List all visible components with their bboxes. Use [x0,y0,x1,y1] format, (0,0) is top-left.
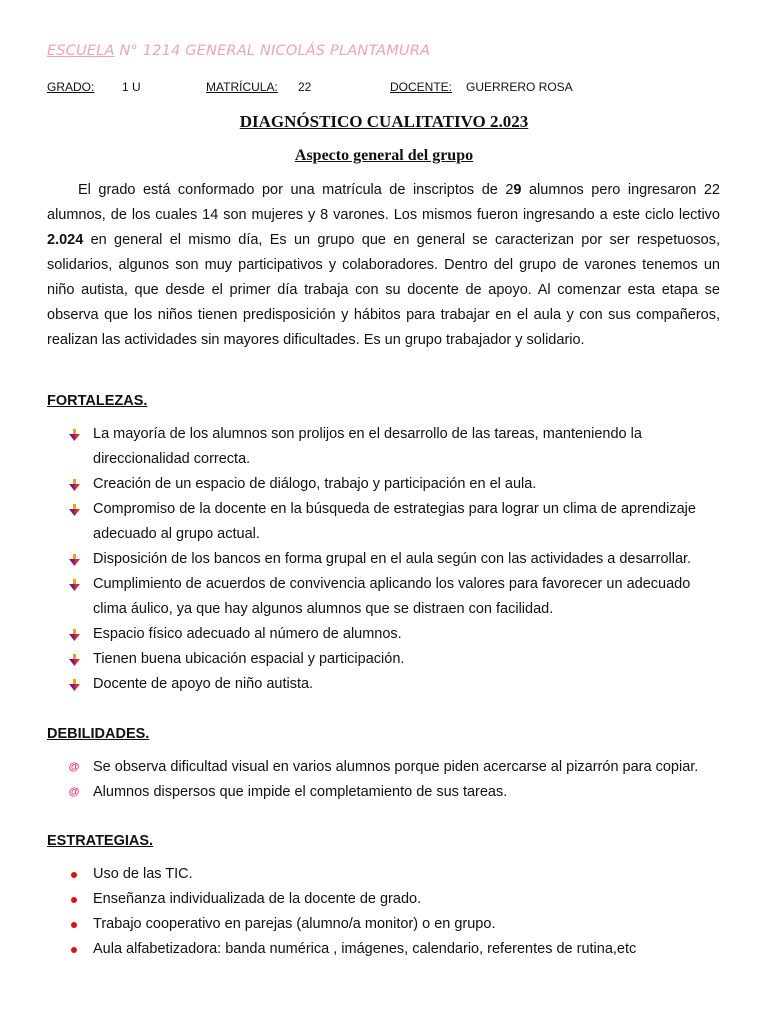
strategies-heading: ESTRATEGIAS. [47,833,154,849]
list-item [0,497,768,547]
at-sign-icon: @ [68,761,80,773]
arrow-down-icon [67,497,81,522]
list-item [0,647,768,672]
list-item [0,672,768,697]
school-prefix: ESCUELA [47,43,115,59]
list-item [0,912,768,937]
arrow-down-icon [67,422,81,447]
red-dot-icon [67,862,81,887]
document-title: DIAGNÓSTICO CUALITATIVO 2.023 [239,112,529,131]
grade-label: GRADO: [47,80,95,94]
arrow-down-icon [67,622,81,647]
arrow-down-icon [67,472,81,497]
list-item-text: Enseñanza individualizada de la docente de grado. [93,891,422,907]
weaknesses-heading: DEBILIDADES. [47,726,150,742]
list-item-text: Alumnos dispersos que impide el completamiento de sus tareas. [93,784,508,800]
list-item [0,755,768,780]
strengths-heading: FORTALEZAS. [47,393,148,409]
arrow-down-icon [67,572,81,597]
list-item-text: Se observa dificultad visual en varios alumnos porque piden acercarse al pizarrón para copiar. [93,759,699,775]
list-item-text: Trabajo cooperativo en parejas (alumno/a monitor) o en grupo. [93,916,496,932]
enrollment-label: MATRÍCULA: [206,80,278,94]
list-item [0,472,768,497]
list-item-text: Cumplimiento de acuerdos de convivencia aplicando los valores para favorecer un adecuado clima áulico, ya que hay algunos alumnos que se distraen con facilidad. [93,576,691,617]
intro-paragraph: El grado está conformado por una matrícula de inscriptos de 29 alumnos pero ingresaron 22 alumnos, de los cuales 14 son mujeres y 8 varones. Los mismos fueron ingresando a este ciclo lectivo 2.024 en general el mismo día, Es un grupo que en general se caracterizan por ser respetuosos, solidarios, algunos son muy participativos y colaboradores. Dentro del grupo de varones tenemos un niño autista, que desde el primer día trabaja con su docente de apoyo. Al comenzar esta etapa se observa que los niños tienen predisposición y hábitos para trabajar en el aula y con sus compañeros, realizan las actividades sin mayores dificultades. Es un grupo trabajador y solidario. [47,182,720,348]
list-item [0,862,768,887]
grade-value: 1 U [122,80,141,94]
weaknesses-list [0,755,768,805]
list-item-text: La mayoría de los alumnos son prolijos en el desarrollo de las tareas, manteniendo la direccionalidad correcta. [93,426,642,467]
teacher-value: GUERRERO ROSA [466,80,573,94]
strengths-list [0,422,768,697]
list-item-text: Creación de un espacio de diálogo, trabajo y participación en el aula. [93,476,537,492]
red-dot-icon [67,887,81,912]
school-name-rest: N° 1214 GENERAL NICOLÁS PLANTAMURA [114,43,431,59]
list-item-text: Disposición de los bancos en forma grupal en el aula según con las actividades a desarrollar. [93,551,692,567]
list-item-text: Uso de las TIC. [93,866,193,882]
list-item [0,937,768,962]
at-sign-icon: @ [68,786,80,798]
list-item-text: Docente de apoyo de niño autista. [93,676,314,692]
red-dot-icon [67,937,81,962]
list-item-text: Compromiso de la docente en la búsqueda de estrategias para lograr un clima de aprendizaje adecuado al grupo actual. [93,501,696,542]
arrow-down-icon [67,547,81,572]
enrollment-value: 22 [298,80,312,94]
school-name [47,43,430,59]
list-item [0,622,768,647]
list-item-text: Espacio físico adecuado al número de alumnos. [93,626,402,642]
list-item [0,780,768,805]
red-dot-icon [67,912,81,937]
list-item [0,547,768,572]
document-subtitle: Aspecto general del grupo [294,147,474,164]
list-item [0,887,768,912]
arrow-down-icon [67,672,81,697]
list-item-text: Aula alfabetizadora: banda numérica , imágenes, calendario, referentes de rutina,etc [93,941,637,957]
teacher-label: DOCENTE: [390,80,453,94]
strategies-list [0,862,768,962]
arrow-down-icon [67,647,81,672]
list-item-text: Tienen buena ubicación espacial y participación. [93,651,405,667]
list-item [0,422,768,472]
list-item [0,572,768,622]
